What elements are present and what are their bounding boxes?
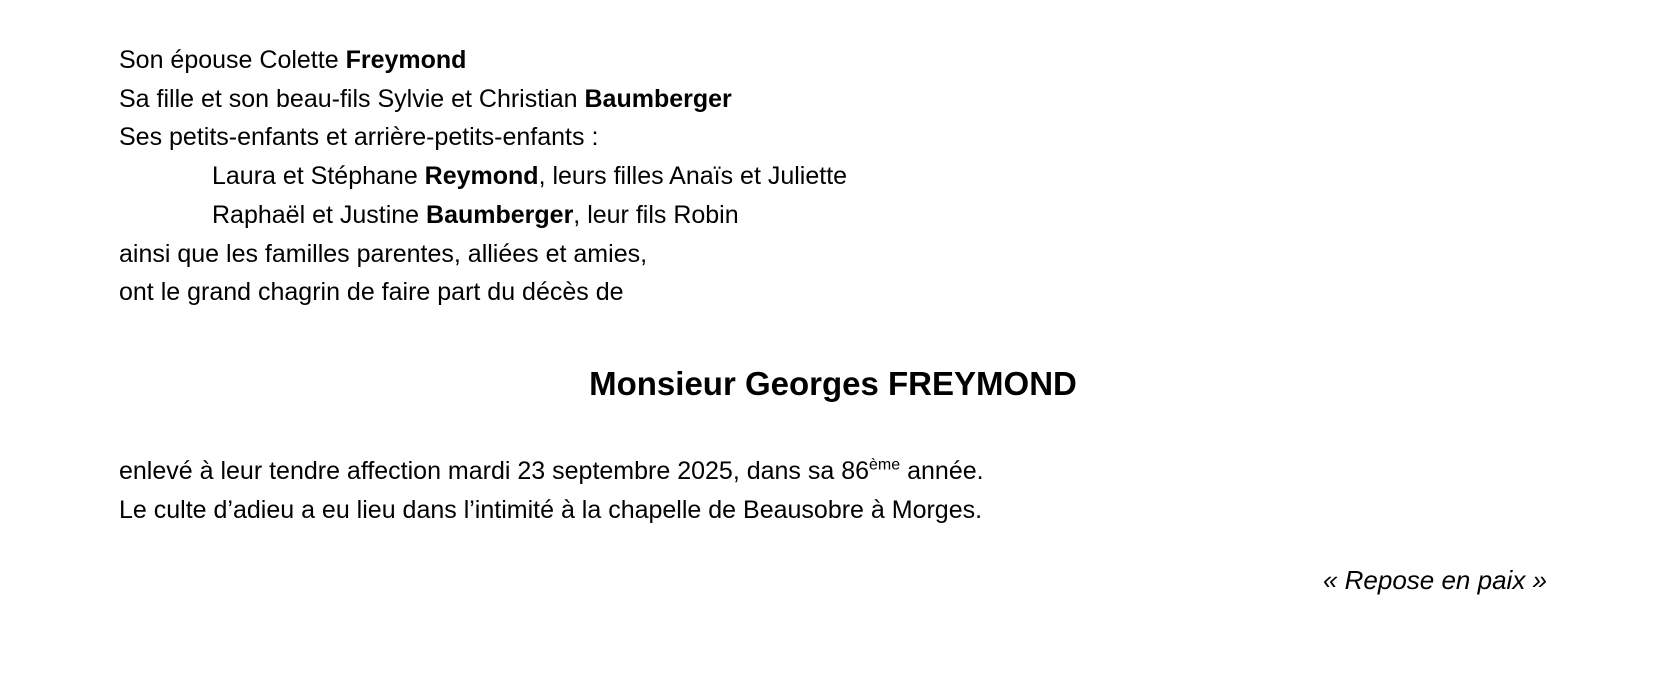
ceremony-line: Le culte d’adieu a eu lieu dans l’intimité à la chapelle de Beausobre à Morges. (119, 495, 983, 524)
family-line-daughter (119, 80, 1547, 119)
family-line-text: ainsi que les familles parentes, alliées et amies, (119, 239, 648, 268)
family-surname: Freymond (345, 46, 467, 74)
death-line-text: enlevé à leur tendre affection mardi 23 septembre 2025, dans sa 86 (119, 456, 870, 485)
family-line-text: Laura et Stéphane (212, 162, 425, 191)
family-line-text: ont le grand chagrin de faire part du décès de (119, 278, 624, 307)
family-surname: Reymond (424, 162, 539, 191)
family-line-grandchild-1 (119, 157, 1547, 196)
closing-quote: « Repose en paix » (1322, 565, 1547, 596)
family-line-grandchildren-intro (119, 118, 1547, 157)
family-line-relatives (119, 235, 1547, 274)
ordinal-superscript: ème (869, 456, 901, 474)
family-line-text: Ses petits-enfants et arrière-petits-enfants : (119, 123, 599, 152)
family-line-text: , leur fils Robin (573, 200, 739, 229)
family-line-announce (119, 273, 1547, 312)
death-line (119, 452, 1547, 491)
family-line-text: Sa fille et son beau-fils Sylvie et Christian (119, 84, 585, 113)
family-line-spouse (119, 41, 1547, 80)
family-surname: Baumberger (426, 200, 574, 229)
deceased-name: Monsieur Georges FREYMOND (589, 364, 1077, 402)
death-line-text: année. (900, 456, 984, 485)
family-line-text: , leurs filles Anaïs et Juliette (538, 162, 848, 191)
family-surname: Baumberger (584, 84, 732, 113)
family-line-text: Son épouse Colette (119, 46, 346, 74)
family-line-grandchild-2 (119, 196, 1547, 235)
family-line-text: Raphaël et Justine (212, 200, 427, 229)
details-paragraph (119, 452, 1547, 529)
family-list (119, 41, 1547, 312)
